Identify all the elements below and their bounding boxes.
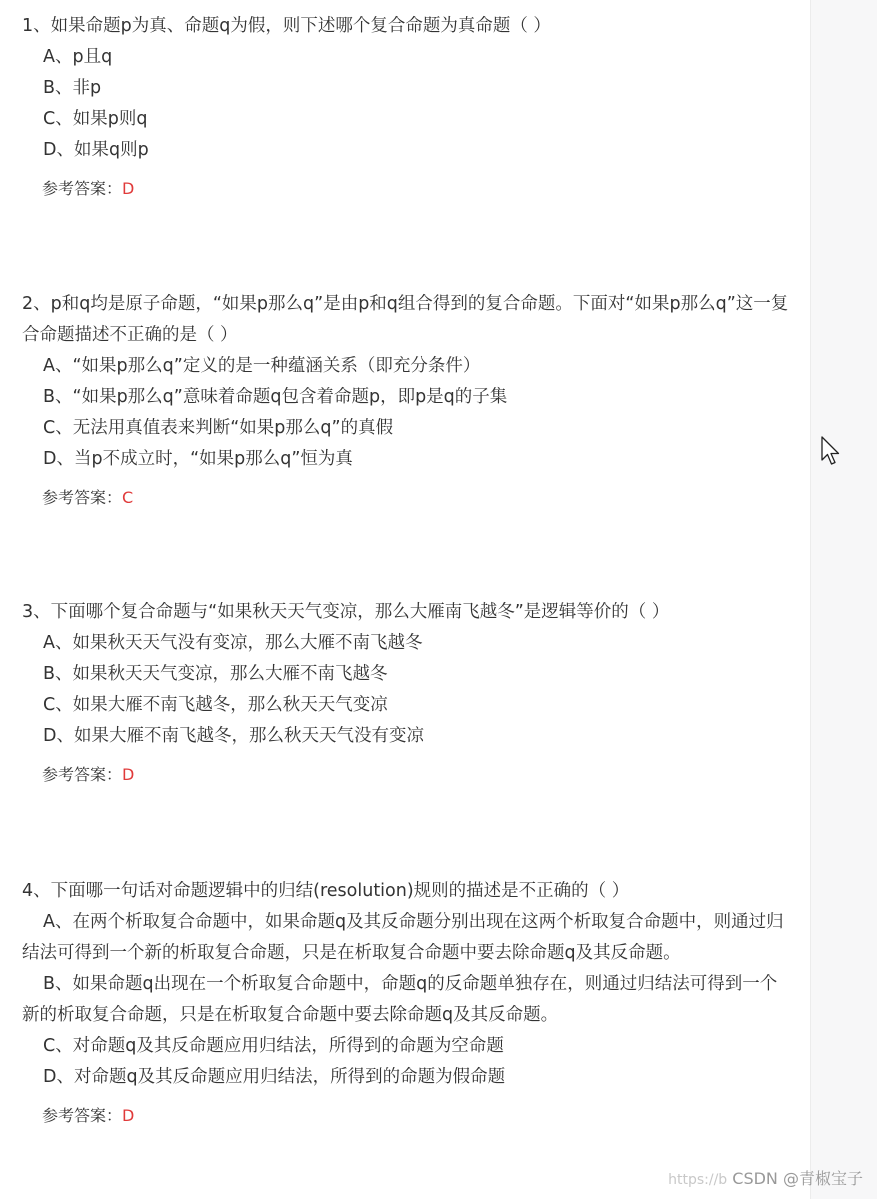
reference-answer: [42, 764, 810, 786]
question-stem: 2、p和q均是原子命题，“如果p那么q”是由p和q组合得到的复合命题。下面对“如果p那么q”这一复合命题描述不正确的是（ ）: [22, 294, 789, 345]
option-b: B、如果命题q出现在一个析取复合命题中，命题q的反命题单独存在，则通过归结法可得到一个新的析取复合命题，只是在析取复合命题中要去除命题q及其反命题。: [22, 974, 778, 1025]
question-3: [0, 597, 810, 786]
reference-answer: [42, 487, 810, 509]
answer-label: 参考答案：: [42, 1106, 123, 1125]
right-margin: [810, 0, 877, 1199]
option-c: C、对命题q及其反命题应用归结法，所得到的命题为空命题: [43, 1036, 504, 1056]
answer-label: 参考答案：: [42, 179, 123, 198]
reference-answer: [42, 178, 810, 200]
option-a: A、如果秋天天气没有变凉，那么大雁不南飞越冬: [43, 633, 423, 653]
watermark-url: https://b: [668, 1172, 728, 1188]
csdn-watermark: [668, 1166, 863, 1189]
answer-value: D: [122, 1106, 135, 1125]
option-c: C、如果大雁不南飞越冬，那么秋天天气变凉: [43, 695, 388, 715]
answer-label: 参考答案：: [42, 488, 123, 507]
option-b: B、非p: [43, 78, 102, 98]
question-4: [0, 876, 810, 1127]
option-d: D、如果q则p: [43, 140, 149, 160]
option-a: A、p且q: [43, 47, 113, 67]
mouse-pointer-icon: [821, 436, 841, 466]
question-stem: 3、下面哪个复合命题与“如果秋天天气变凉，那么大雁南飞越冬”是逻辑等价的（ ）: [22, 602, 670, 622]
option-c: C、如果p则q: [43, 109, 148, 129]
answer-value: D: [122, 765, 135, 784]
question-1: [0, 11, 810, 200]
option-d: D、如果大雁不南飞越冬，那么秋天天气没有变凉: [43, 726, 424, 746]
question-stem: 1、如果命题p为真、命题q为假，则下述哪个复合命题为真命题（ ）: [22, 16, 551, 36]
option-c: C、无法用真值表来判断“如果p那么q”的真假: [43, 418, 394, 438]
question-2: [0, 289, 810, 509]
option-a: A、在两个析取复合命题中，如果命题q及其反命题分别出现在这两个析取复合命题中，则通过归结法可得到一个新的析取复合命题，只是在析取复合命题中要去除命题q及其反命题。: [22, 912, 784, 963]
question-stem: 4、下面哪一句话对命题逻辑中的归结(resolution)规则的描述是不正确的（ ）: [22, 881, 630, 901]
option-b: B、如果秋天天气变凉，那么大雁不南飞越冬: [43, 664, 388, 684]
answer-value: C: [122, 488, 134, 507]
answer-value: D: [122, 179, 135, 198]
option-b: B、“如果p那么q”意味着命题q包含着命题p，即p是q的子集: [43, 387, 508, 407]
option-a: A、“如果p那么q”定义的是一种蕴涵关系（即充分条件）: [43, 356, 481, 376]
option-d: D、对命题q及其反命题应用归结法，所得到的命题为假命题: [43, 1067, 506, 1087]
reference-answer: [42, 1105, 810, 1127]
option-d: D、当p不成立时，“如果p那么q”恒为真: [43, 449, 353, 469]
answer-label: 参考答案：: [42, 765, 123, 784]
watermark-author: CSDN @青椒宝子: [732, 1169, 863, 1188]
